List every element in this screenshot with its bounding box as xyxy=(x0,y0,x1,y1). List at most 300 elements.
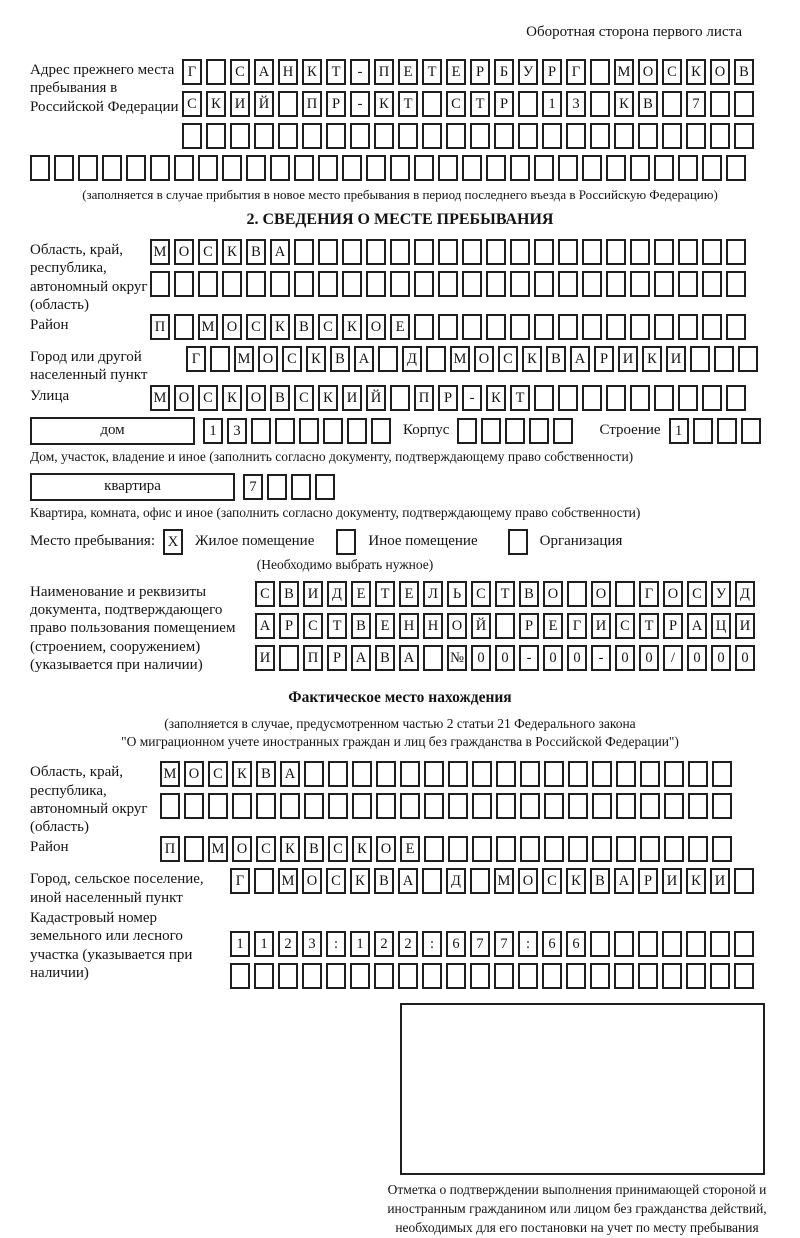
char-box xyxy=(518,91,538,117)
char-box xyxy=(615,581,635,607)
char-box: К xyxy=(232,761,252,787)
char-box xyxy=(323,418,343,444)
char-box xyxy=(496,793,516,819)
char-box xyxy=(486,271,506,297)
char-box: : xyxy=(326,931,346,957)
char-box xyxy=(688,793,708,819)
char-box: Г xyxy=(182,59,202,85)
char-box: 7 xyxy=(686,91,706,117)
char-box xyxy=(534,155,554,181)
char-box xyxy=(592,793,612,819)
char-box: М xyxy=(494,868,514,894)
char-box: К xyxy=(522,346,542,372)
char-box xyxy=(688,761,708,787)
char-box xyxy=(534,271,554,297)
char-box xyxy=(486,239,506,265)
stay-type-note: (Необходимо выбрать нужное) xyxy=(256,556,434,572)
char-box xyxy=(278,963,298,989)
char-box: - xyxy=(591,645,611,671)
char-box: Н xyxy=(399,613,419,639)
char-box xyxy=(520,761,540,787)
char-box xyxy=(174,271,194,297)
char-box xyxy=(614,963,634,989)
char-box xyxy=(662,123,682,149)
char-box xyxy=(686,931,706,957)
char-box-row xyxy=(230,931,758,957)
char-box xyxy=(270,155,290,181)
char-box: С xyxy=(255,581,275,607)
char-box: И xyxy=(591,613,611,639)
apartment-caption: Квартира, комната, офис и иное (заполнить согласно документу, подтверждающему право собственности) xyxy=(30,504,641,520)
char-box xyxy=(54,155,74,181)
char-box: - xyxy=(350,59,370,85)
char-box xyxy=(702,271,722,297)
char-box: Д xyxy=(327,581,347,607)
char-box: А xyxy=(255,613,275,639)
char-box xyxy=(291,474,311,500)
char-box xyxy=(654,271,674,297)
char-box xyxy=(568,761,588,787)
char-box xyxy=(438,271,458,297)
char-box xyxy=(520,836,540,862)
char-box: В xyxy=(519,581,539,607)
char-box xyxy=(438,239,458,265)
char-box: А xyxy=(354,346,374,372)
char-box: С xyxy=(198,239,218,265)
char-box xyxy=(222,155,242,181)
char-box xyxy=(426,346,446,372)
char-box: Т xyxy=(327,613,347,639)
char-box xyxy=(518,963,538,989)
char-box xyxy=(342,155,362,181)
char-box xyxy=(582,314,602,340)
char-box xyxy=(710,123,730,149)
char-box-row xyxy=(457,418,577,444)
char-box xyxy=(347,418,367,444)
char-box xyxy=(230,963,250,989)
char-box: С xyxy=(328,836,348,862)
char-box: О xyxy=(246,385,266,411)
char-box xyxy=(654,155,674,181)
char-box: Е xyxy=(375,613,395,639)
char-box: П xyxy=(160,836,180,862)
char-box xyxy=(423,645,443,671)
char-box xyxy=(448,793,468,819)
char-box: О xyxy=(232,836,252,862)
char-box xyxy=(662,963,682,989)
char-box: Т xyxy=(326,59,346,85)
char-box: К xyxy=(686,868,706,894)
char-box: - xyxy=(519,645,539,671)
char-box xyxy=(654,314,674,340)
char-box: С xyxy=(687,581,707,607)
actual-location-title: Фактическое место нахождения xyxy=(288,688,512,706)
char-box xyxy=(206,123,226,149)
char-box xyxy=(390,155,410,181)
char-box xyxy=(470,963,490,989)
char-box xyxy=(654,239,674,265)
char-box xyxy=(448,836,468,862)
char-box: А xyxy=(398,868,418,894)
char-box xyxy=(160,793,180,819)
char-box: О xyxy=(663,581,683,607)
char-box: А xyxy=(270,239,290,265)
option-organizaciya-label: Организация xyxy=(539,533,623,550)
char-box: : xyxy=(422,931,442,957)
char-box xyxy=(582,155,602,181)
char-box xyxy=(592,761,612,787)
char-box: : xyxy=(518,931,538,957)
char-box: С xyxy=(182,91,202,117)
char-box xyxy=(568,793,588,819)
char-box xyxy=(366,271,386,297)
char-box xyxy=(267,474,287,500)
char-box: У xyxy=(711,581,731,607)
char-box xyxy=(510,239,530,265)
char-box: 1 xyxy=(542,91,562,117)
char-box: Т xyxy=(375,581,395,607)
char-box-row xyxy=(182,123,758,149)
char-box: Г xyxy=(566,59,586,85)
char-box: У xyxy=(518,59,538,85)
char-box xyxy=(462,271,482,297)
char-box: П xyxy=(150,314,170,340)
char-box xyxy=(222,271,242,297)
char-box xyxy=(568,836,588,862)
char-box-row-overflow xyxy=(30,155,770,181)
char-box: Е xyxy=(399,581,419,607)
char-box xyxy=(462,155,482,181)
char-box-row xyxy=(160,793,736,819)
char-box: 2 xyxy=(278,931,298,957)
char-box xyxy=(328,793,348,819)
char-box xyxy=(374,963,394,989)
char-box xyxy=(279,645,299,671)
char-box xyxy=(520,793,540,819)
char-box: О xyxy=(710,59,730,85)
char-box xyxy=(78,155,98,181)
char-box xyxy=(688,836,708,862)
char-box: Р xyxy=(470,59,490,85)
char-box xyxy=(198,155,218,181)
char-box: М xyxy=(150,239,170,265)
char-box: К xyxy=(686,59,706,85)
char-box: И xyxy=(666,346,686,372)
char-box: Р xyxy=(594,346,614,372)
char-box: С xyxy=(326,868,346,894)
char-box xyxy=(616,836,636,862)
char-box: 0 xyxy=(687,645,707,671)
char-box xyxy=(678,155,698,181)
char-box xyxy=(534,385,554,411)
char-box xyxy=(686,963,706,989)
char-box xyxy=(486,314,506,340)
char-box: Г xyxy=(230,868,250,894)
char-box: Л xyxy=(423,581,443,607)
char-box xyxy=(496,836,516,862)
char-box xyxy=(592,836,612,862)
char-box: К xyxy=(222,385,242,411)
char-box xyxy=(206,59,226,85)
char-box: Т xyxy=(422,59,442,85)
char-box: М xyxy=(234,346,254,372)
char-box xyxy=(378,346,398,372)
char-box xyxy=(664,836,684,862)
char-box xyxy=(470,868,490,894)
char-box xyxy=(304,793,324,819)
char-box xyxy=(494,963,514,989)
char-box xyxy=(352,761,372,787)
char-box xyxy=(376,793,396,819)
char-box-row xyxy=(160,761,736,787)
previous-address-caption: (заполняется в случае прибытия в новое место пребывания в период последнего въезда в Российскую Федерацию) xyxy=(82,187,718,202)
char-box xyxy=(371,418,391,444)
char-box xyxy=(529,418,549,444)
char-box: О xyxy=(591,581,611,607)
char-box: С xyxy=(615,613,635,639)
char-box: Г xyxy=(639,581,659,607)
actual-city-label: Город, сельское поселение, иной населенный пункт xyxy=(30,871,204,906)
char-box-row xyxy=(150,239,750,265)
apartment-row xyxy=(30,473,770,501)
char-box: С xyxy=(282,346,302,372)
char-box xyxy=(414,239,434,265)
char-box xyxy=(664,793,684,819)
char-box: К xyxy=(614,91,634,117)
char-box: 1 xyxy=(254,931,274,957)
char-box xyxy=(606,314,626,340)
char-box xyxy=(702,155,722,181)
char-box: Р xyxy=(519,613,539,639)
char-box: Е xyxy=(446,59,466,85)
char-box-row xyxy=(230,963,758,989)
char-box: О xyxy=(474,346,494,372)
char-box xyxy=(150,271,170,297)
char-box-row xyxy=(182,59,758,85)
char-box xyxy=(481,418,501,444)
char-box: Р xyxy=(326,91,346,117)
char-box xyxy=(567,581,587,607)
char-box-row xyxy=(255,581,759,607)
char-box xyxy=(606,155,626,181)
char-box: Т xyxy=(495,581,515,607)
char-box: В xyxy=(374,868,394,894)
char-box xyxy=(505,418,525,444)
char-box xyxy=(686,123,706,149)
char-box: О xyxy=(543,581,563,607)
char-box xyxy=(726,314,746,340)
char-box: А xyxy=(351,645,371,671)
char-box: К xyxy=(270,314,290,340)
char-box xyxy=(174,314,194,340)
char-box xyxy=(510,314,530,340)
char-box: 7 xyxy=(470,931,490,957)
region-label: Область, край, республика, автономный округ (область) xyxy=(30,242,148,313)
previous-address-rows xyxy=(182,59,758,149)
char-box: С xyxy=(498,346,518,372)
char-box xyxy=(544,793,564,819)
char-box: Г xyxy=(567,613,587,639)
char-box: Д xyxy=(446,868,466,894)
char-box xyxy=(342,239,362,265)
char-box: С xyxy=(542,868,562,894)
korpus-label: Корпус xyxy=(403,422,450,439)
char-box xyxy=(662,931,682,957)
char-box xyxy=(315,474,335,500)
char-box: Т xyxy=(470,91,490,117)
char-box xyxy=(446,963,466,989)
stay-type-label: Место пребывания: xyxy=(30,533,155,550)
char-box xyxy=(352,793,372,819)
char-box xyxy=(734,123,754,149)
char-box xyxy=(376,761,396,787)
char-box: В xyxy=(734,59,754,85)
char-box: В xyxy=(590,868,610,894)
char-box xyxy=(350,963,370,989)
char-box xyxy=(30,155,50,181)
char-box xyxy=(558,239,578,265)
char-box xyxy=(542,963,562,989)
char-box xyxy=(558,314,578,340)
char-box xyxy=(210,346,230,372)
char-box xyxy=(457,418,477,444)
char-box: К xyxy=(642,346,662,372)
char-box xyxy=(424,761,444,787)
char-box xyxy=(400,761,420,787)
char-box: Д xyxy=(402,346,422,372)
char-box: М xyxy=(450,346,470,372)
char-box xyxy=(246,155,266,181)
char-box xyxy=(318,271,338,297)
char-box: Г xyxy=(186,346,206,372)
char-box: 0 xyxy=(735,645,755,671)
char-box xyxy=(280,793,300,819)
char-box-row xyxy=(669,418,765,444)
char-box: 7 xyxy=(243,474,263,500)
char-box xyxy=(518,123,538,149)
char-box: - xyxy=(350,91,370,117)
char-box xyxy=(558,155,578,181)
char-box-row xyxy=(255,645,759,671)
char-box-row xyxy=(203,418,395,444)
street-label: Улица xyxy=(30,387,70,404)
char-box: К xyxy=(352,836,372,862)
char-box: 0 xyxy=(711,645,731,671)
char-box xyxy=(734,963,754,989)
char-box xyxy=(726,155,746,181)
char-box xyxy=(630,314,650,340)
char-box xyxy=(558,271,578,297)
char-box xyxy=(690,346,710,372)
char-box xyxy=(198,271,218,297)
char-box xyxy=(230,123,250,149)
char-box xyxy=(702,239,722,265)
char-box xyxy=(654,385,674,411)
char-box: Б xyxy=(494,59,514,85)
char-box xyxy=(496,761,516,787)
char-box: В xyxy=(279,581,299,607)
char-box xyxy=(422,963,442,989)
char-box: Е xyxy=(390,314,410,340)
char-box: Т xyxy=(398,91,418,117)
char-box: И xyxy=(710,868,730,894)
char-box: П xyxy=(303,645,323,671)
char-box xyxy=(486,155,506,181)
char-box xyxy=(616,761,636,787)
field-actual-region xyxy=(30,761,770,836)
char-box xyxy=(678,239,698,265)
char-box xyxy=(422,91,442,117)
char-box xyxy=(126,155,146,181)
char-box xyxy=(566,123,586,149)
char-box: О xyxy=(518,868,538,894)
char-box xyxy=(398,123,418,149)
char-box xyxy=(726,239,746,265)
char-box xyxy=(328,761,348,787)
char-box xyxy=(544,836,564,862)
char-box xyxy=(424,793,444,819)
char-box xyxy=(246,271,266,297)
char-box xyxy=(422,123,442,149)
field-city xyxy=(30,346,770,385)
char-box: Е xyxy=(543,613,563,639)
char-box: 1 xyxy=(203,418,223,444)
char-box xyxy=(256,793,276,819)
char-box: О xyxy=(366,314,386,340)
char-box: К xyxy=(222,239,242,265)
actual-district-label: Район xyxy=(30,839,69,856)
char-box: П xyxy=(374,59,394,85)
house-name-box: дом xyxy=(30,417,195,445)
char-box xyxy=(184,793,204,819)
char-box xyxy=(318,239,338,265)
actual-location-notes xyxy=(30,715,770,751)
char-box: С xyxy=(230,59,250,85)
char-box xyxy=(390,239,410,265)
char-box-row xyxy=(255,613,759,639)
char-box xyxy=(544,761,564,787)
char-box: 3 xyxy=(566,91,586,117)
char-box: В xyxy=(256,761,276,787)
char-box: Р xyxy=(327,645,347,671)
char-box: С xyxy=(198,385,218,411)
char-box xyxy=(275,418,295,444)
char-box xyxy=(390,385,410,411)
char-box: Р xyxy=(638,868,658,894)
char-box-row xyxy=(150,314,750,340)
char-box: А xyxy=(687,613,707,639)
char-box xyxy=(424,836,444,862)
char-box xyxy=(366,239,386,265)
char-box: 6 xyxy=(542,931,562,957)
char-box-row xyxy=(150,385,750,411)
char-box: В xyxy=(330,346,350,372)
char-box xyxy=(414,314,434,340)
char-box: 0 xyxy=(567,645,587,671)
char-box xyxy=(390,271,410,297)
char-box xyxy=(270,271,290,297)
char-box: С xyxy=(662,59,682,85)
char-box: В xyxy=(375,645,395,671)
char-box: К xyxy=(566,868,586,894)
char-box: К xyxy=(374,91,394,117)
char-box xyxy=(702,314,722,340)
char-box: К xyxy=(306,346,326,372)
char-box xyxy=(318,155,338,181)
char-box xyxy=(630,155,650,181)
char-box: Ц xyxy=(711,613,731,639)
char-box xyxy=(582,239,602,265)
